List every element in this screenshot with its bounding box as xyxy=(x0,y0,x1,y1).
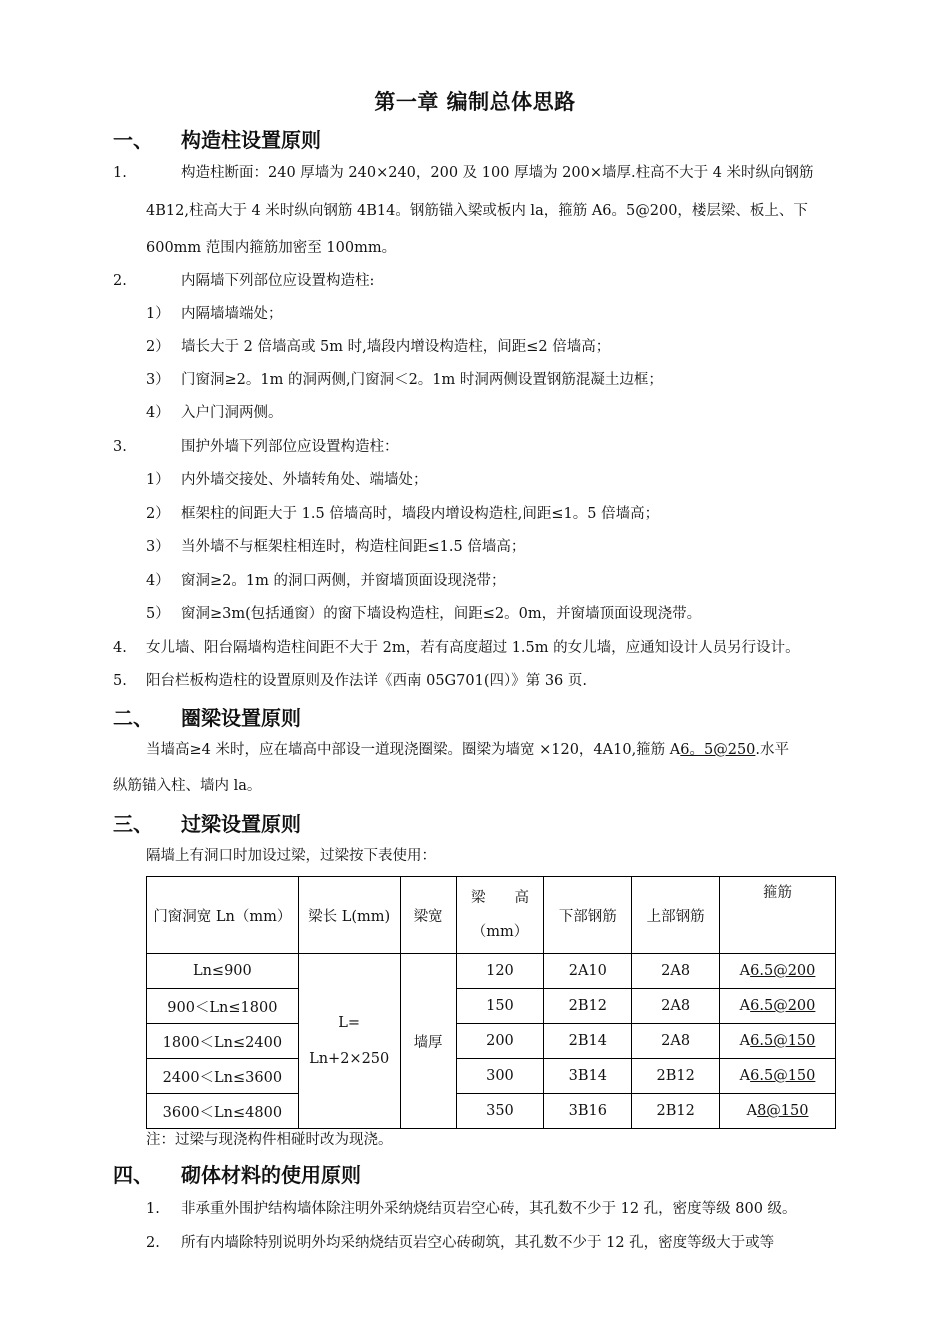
text-run: A xyxy=(739,963,751,979)
header-cell: 梁宽 xyxy=(400,877,456,954)
table-cell xyxy=(720,989,836,1024)
table-cell: 2A10 xyxy=(544,954,632,989)
chapter-title: 第一章 编制总体思路 xyxy=(374,90,576,114)
table-row xyxy=(147,1094,836,1129)
underlined-text: 8@150 xyxy=(757,1103,809,1119)
table-cell: 2B12 xyxy=(632,1059,720,1094)
paragraph-line: 女儿墙、阳台隔墙构造柱间距不大于 2m，若有高度超过 1.5m 的女儿墙，应通知设计人员另行设计。 xyxy=(146,640,800,656)
item-number: 1. xyxy=(113,165,127,181)
header-cell-line: （mm） xyxy=(471,924,529,940)
table-cell: 2B12 xyxy=(544,989,632,1024)
text-run: A xyxy=(739,1068,751,1084)
header-cell xyxy=(456,877,544,954)
sub-item-number: 3） xyxy=(146,539,170,555)
table-cell xyxy=(720,954,836,989)
underlined-text: 6。5@250 xyxy=(680,742,756,758)
table-cell xyxy=(298,954,400,1129)
table-cell: 1800＜Ln≤2400 xyxy=(147,1024,299,1059)
table-cell: 2B12 xyxy=(632,1094,720,1129)
item-number: 1. xyxy=(146,1201,160,1217)
table-cell xyxy=(720,1024,836,1059)
sub-item-number: 4） xyxy=(146,573,170,589)
sub-item-number: 5） xyxy=(146,606,170,622)
section-4-title: 砌体材料的使用原则 xyxy=(181,1163,361,1187)
sub-item-number: 2） xyxy=(146,506,170,522)
table-cell: 120 xyxy=(456,954,544,989)
header-cell: 下部钢筋 xyxy=(544,877,632,954)
table-row xyxy=(147,954,836,989)
section-3-number: 三、 xyxy=(113,812,153,836)
table-cell: 2B14 xyxy=(544,1024,632,1059)
sub-item-number: 1） xyxy=(146,306,170,322)
underlined-text: 6.5@200 xyxy=(750,963,816,979)
table-row xyxy=(147,1059,836,1094)
underlined-text: 6.5@200 xyxy=(750,998,816,1014)
section-1-heading xyxy=(113,124,321,153)
item-number: 5. xyxy=(113,673,127,689)
table-note: 注：过梁与现浇构件相碰时改为现浇。 xyxy=(146,1132,393,1148)
table-cell: 2400＜Ln≤3600 xyxy=(147,1059,299,1094)
item-number: 3. xyxy=(113,439,127,455)
table-cell: 2A8 xyxy=(632,1024,720,1059)
sub-item-number: 2） xyxy=(146,339,170,355)
text-run: .水平 xyxy=(755,742,790,758)
sub-item-text: 窗洞≥2。1m 的洞口两侧，并窗墙顶面设现浇带； xyxy=(181,573,506,589)
paragraph-line: 非承重外围护结构墙体除注明外采纳烧结页岩空心砖，其孔数不少于 12 孔，密度等级 800 级。 xyxy=(181,1201,797,1217)
table-cell: 2A8 xyxy=(632,989,720,1024)
sub-item-text: 入户门洞两侧。 xyxy=(181,405,283,421)
table-header-row xyxy=(147,877,836,954)
sub-item-text: 内隔墙墙端处； xyxy=(181,306,283,322)
sub-item-number: 4） xyxy=(146,405,170,421)
section-3-title: 过梁设置原则 xyxy=(181,812,301,836)
table-row xyxy=(147,1024,836,1059)
table-cell xyxy=(720,1059,836,1094)
item-number: 2. xyxy=(146,1235,160,1251)
sub-item-text: 门窗洞≥2。1m 的洞两侧,门窗洞＜2。1m 时洞两侧设置钢筋混凝土边框； xyxy=(181,372,663,388)
paragraph-line: 纵筋锚入柱、墙内 la。 xyxy=(113,778,262,794)
section-2-title: 圈梁设置原则 xyxy=(181,706,301,730)
paragraph-line: 阳台栏板构造柱的设置原则及作法详《西南 05G701(四）》第 36 页. xyxy=(146,673,588,689)
text-run: A xyxy=(739,1033,751,1049)
text-run: A xyxy=(739,998,751,1014)
table-cell: 350 xyxy=(456,1094,544,1129)
header-cell: 门窗洞宽 Ln（mm） xyxy=(147,877,299,954)
section-1-number: 一、 xyxy=(113,128,153,152)
table-cell: 3B14 xyxy=(544,1059,632,1094)
sub-item-text: 内外墙交接处、外墙转角处、端墙处； xyxy=(181,472,428,488)
section-4-number: 四、 xyxy=(113,1163,153,1187)
header-cell: 梁长 L(mm) xyxy=(298,877,400,954)
section-2-heading xyxy=(113,702,301,731)
table-cell: 2A8 xyxy=(632,954,720,989)
paragraph-line: 所有内墙除特别说明外均采纳烧结页岩空心砖砌筑，其孔数不少于 12 孔，密度等级大于或等 xyxy=(181,1235,775,1251)
text-run: 当墙高≥4 米时，应在墙高中部设一道现浇圈梁。圈梁为墙宽 ×120，4A10,箍筋 A xyxy=(146,742,681,758)
sub-item-text: 当外墙不与框架柱相连时，构造柱间距≤1.5 倍墙高； xyxy=(181,539,526,555)
table-cell-line: L= xyxy=(338,1015,361,1031)
paragraph-line xyxy=(146,740,789,760)
underlined-text: 6.5@150 xyxy=(750,1033,816,1049)
section-1-title: 构造柱设置原则 xyxy=(181,128,321,152)
table-cell: 3600＜Ln≤4800 xyxy=(147,1094,299,1129)
table-cell: 150 xyxy=(456,989,544,1024)
lintel-table xyxy=(146,876,836,1129)
table-cell: Ln≤900 xyxy=(147,954,299,989)
table-cell: 200 xyxy=(456,1024,544,1059)
section-4-heading xyxy=(113,1159,361,1188)
table-cell: 300 xyxy=(456,1059,544,1094)
section-2-number: 二、 xyxy=(113,706,153,730)
sub-item-text: 墙长大于 2 倍墙高或 5m 时,墙段内增设构造柱，间距≤2 倍墙高； xyxy=(181,339,611,355)
item-number: 2. xyxy=(113,273,127,289)
table-cell xyxy=(720,1094,836,1129)
paragraph-line: 600mm 范围内箍筋加密至 100mm。 xyxy=(146,240,397,256)
sub-item-text: 窗洞≥3m(包括通窗）的窗下墙设构造柱，间距≤2。0m，并窗墙顶面设现浇带。 xyxy=(181,606,702,622)
section-3-heading xyxy=(113,808,301,837)
header-cell: 上部钢筋 xyxy=(632,877,720,954)
paragraph-line: 构造柱断面：240 厚墙为 240×240，200 及 100 厚墙为 200×墙厚.柱高不大于 4 米时纵向钢筋 xyxy=(181,165,814,181)
sub-item-text: 框架柱的间距大于 1.5 倍墙高时，墙段内增设构造柱,间距≤1。5 倍墙高； xyxy=(181,506,660,522)
table-cell: 3B16 xyxy=(544,1094,632,1129)
table-cell: 900＜Ln≤1800 xyxy=(147,989,299,1024)
table-cell-line: Ln+2×250 xyxy=(309,1051,390,1067)
sub-item-number: 3） xyxy=(146,372,170,388)
header-cell-line: 梁 高 xyxy=(470,890,529,906)
paragraph-line: 内隔墙下列部位应设置构造柱: xyxy=(181,273,375,289)
text-run: A xyxy=(746,1103,758,1119)
item-number: 4. xyxy=(113,640,127,656)
table-row xyxy=(147,989,836,1024)
underlined-text: 6.5@150 xyxy=(750,1068,816,1084)
paragraph-line: 4B12,柱高大于 4 米时纵向钢筋 4B14。钢筋锚入梁或板内 la，箍筋 A6。5@200，楼层梁、板上、下 xyxy=(146,203,808,219)
sub-item-number: 1） xyxy=(146,472,170,488)
paragraph-line: 围护外墙下列部位应设置构造柱： xyxy=(181,439,399,455)
table-cell: 墙厚 xyxy=(400,954,456,1129)
paragraph-line: 隔墙上有洞口时加设过梁，过梁按下表使用： xyxy=(146,848,436,864)
header-cell: 箍筋 xyxy=(720,877,836,954)
